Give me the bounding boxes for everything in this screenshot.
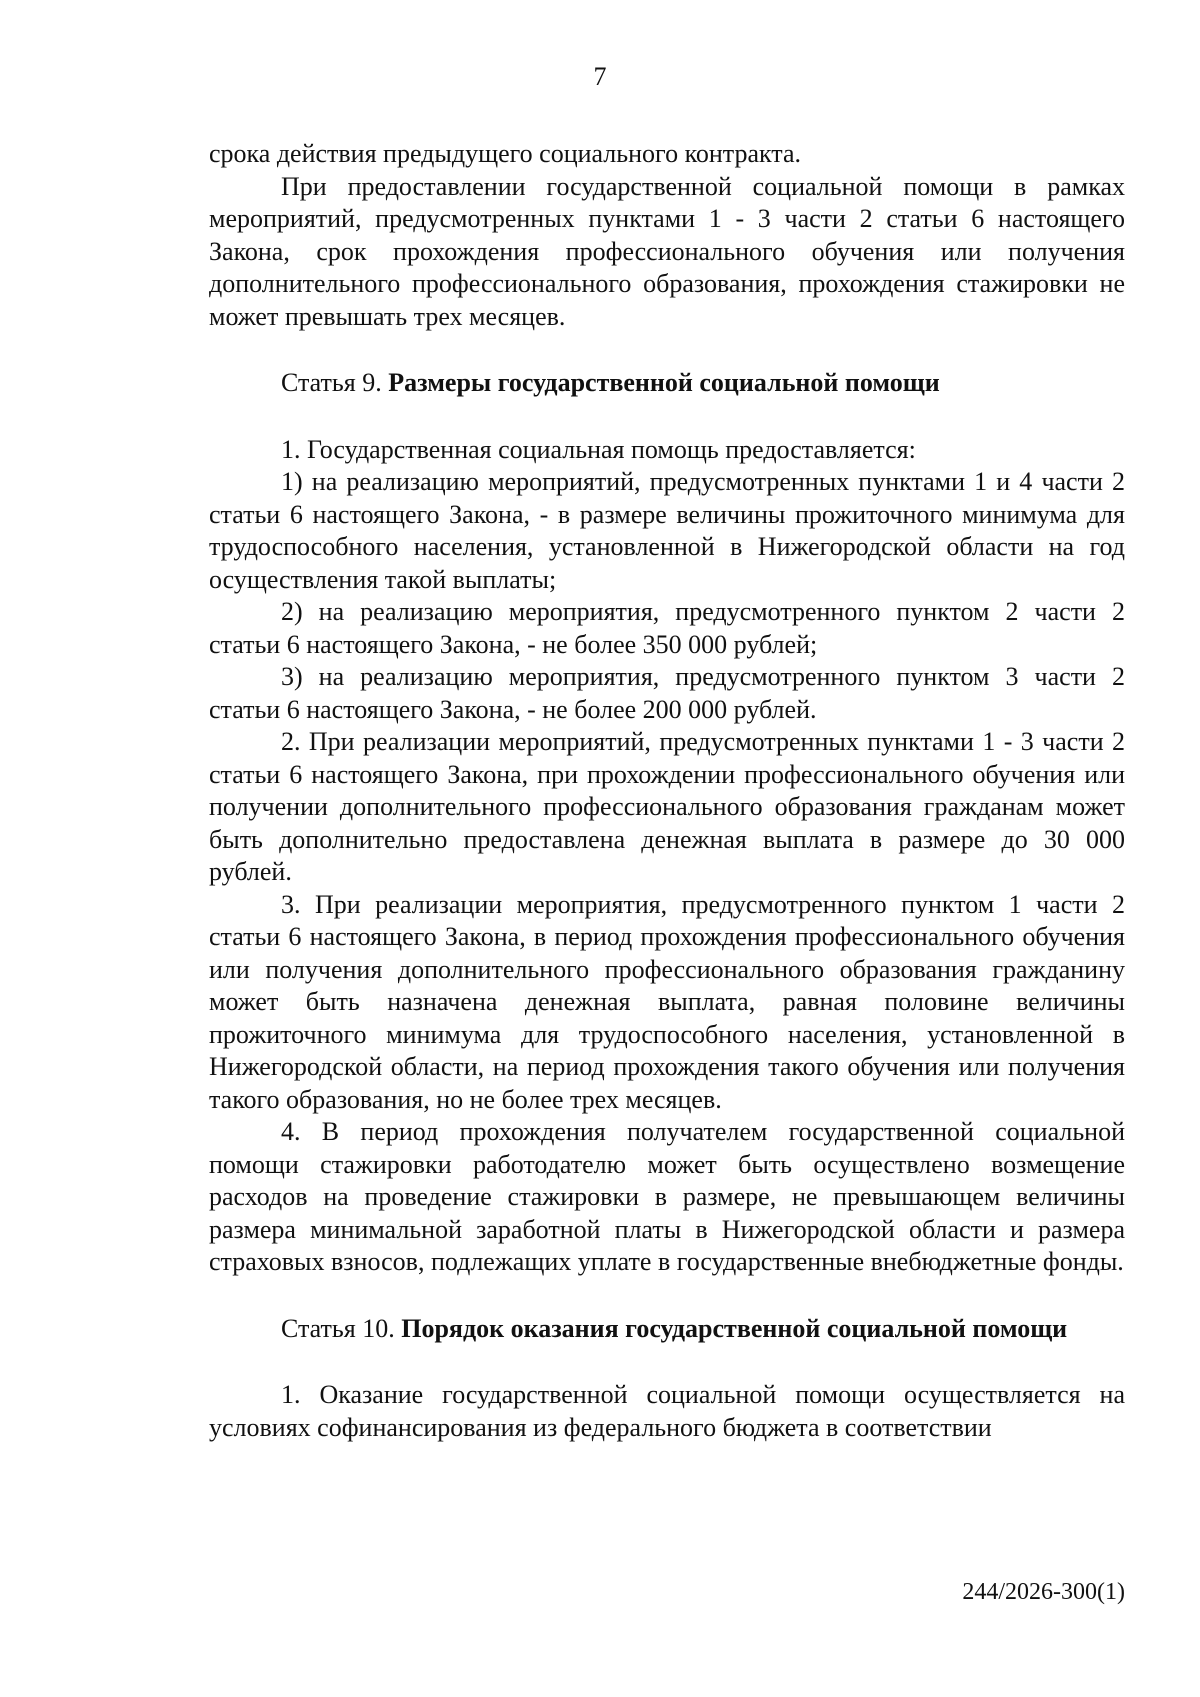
paragraph-contract-term-end: срока действия предыдущего социального контракта. [209,139,802,168]
article-9-paragraph: 1) на реализацию мероприятий, предусмотренных пунктами 1 и 4 части 2 статьи 6 настоящего Закона, - в размере величины прожиточного минимума для трудоспособного населения, установленной в Нижегородской области на год осуществления такой выплаты; [209,467,1125,594]
paragraph-training-duration: При предоставлении государственной социальной помощи в рамках мероприятий, предусмотренных пунктами 1 - 3 части 2 статьи 6 настоящего Закона, срок прохождения профессионального обучения или получения дополнительного профессионального образования, прохождения стажировки не может превышать трех месяцев. [209,171,1125,331]
article-10-label: Статья 10. [281,1313,395,1343]
page-number: 7 [593,62,607,91]
document-body [209,138,1125,1444]
article-9-paragraph: 4. В период прохождения получателем государственной социальной помощи стажировки работодателю может быть осуществлено возмещение расходов на проведение стажировки в размере, не превышающем величины размера минимальной заработной платы в Нижегородской области и размера страховых взносов, подлежащих уплате в государственные внебюджетные фонды. [209,1117,1125,1276]
article-10-title: Порядок оказания государственной социальной помощи [401,1313,1068,1343]
article-10-heading [209,1313,1125,1346]
article-9-paragraph: 1. Государственная социальная помощь предоставляется: [281,434,916,464]
article-9-label: Статья 9. [281,368,382,397]
article-9-paragraph: 2) на реализацию мероприятия, предусмотренного пунктом 2 части 2 статьи 6 настоящего Закона, - не более 350 000 рублей; [209,597,1125,659]
document-code: 244/2026-300(1) [962,1579,1125,1605]
article-10-paragraph: 1. Оказание государственной социальной помощи осуществляется на условиях софинансирования из федерального бюджета в соответствии [209,1380,1125,1442]
article-9-paragraph: 3. При реализации мероприятия, предусмотренного пунктом 1 части 2 статьи 6 настоящего Закона, в период прохождения профессионального обучения или получения дополнительного профессионального образования гражданину может быть назначена денежная выплата, равная половине величины прожиточного минимума для трудоспособного населения, установленной в Нижегородской области, на период прохождения такого обучения или получения такого образования, но не более трех месяцев. [209,889,1125,1114]
article-9-paragraph: 2. При реализации мероприятий, предусмотренных пунктами 1 - 3 части 2 статьи 6 настоящего Закона, при прохождении профессионального обучения или получении дополнительного профессионального образования гражданам может быть дополнительно предоставлена денежная выплата в размере до 30 000 рублей. [209,727,1125,886]
article-9-title: Размеры государственной социальной помощи [388,368,940,397]
article-9-paragraph: 3) на реализацию мероприятия, предусмотренного пунктом 3 части 2 статьи 6 настоящего Закона, - не более 200 000 рублей. [209,662,1125,724]
article-9-heading [209,367,1125,400]
